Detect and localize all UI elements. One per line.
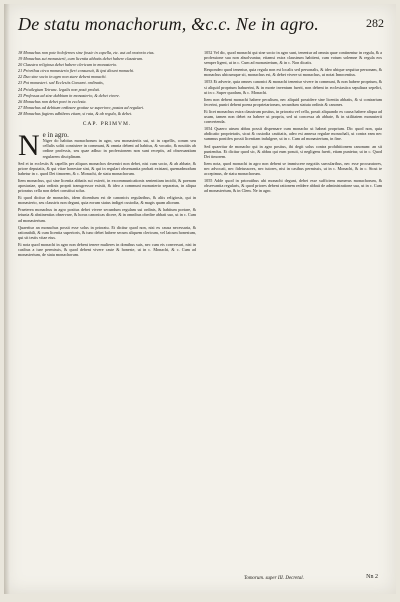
page-number: 282: [366, 16, 384, 30]
running-title: De statu monachorum, &c.c. Ne in agro.: [18, 14, 319, 34]
chapter-heading: CAP. PRIMVM.: [82, 121, 132, 128]
right-body-text: [204, 50, 382, 193]
summary-notes: [18, 50, 196, 116]
summary-note: 19 Monachus sui monasterii, cum licentia abbatis debet habere claustrum.: [18, 56, 144, 62]
paragraph: Praeterea monachus in agro positus debet vivere secundum regulam sui ordinis, & habitum portare, & ieiunia & abstinentias observare, & horas canonicas dicere, & in omnibus obedire abbati suo, ut in c. Cum ad monasterium.: [18, 207, 196, 223]
left-body-text: [18, 129, 196, 258]
page-footer: [204, 574, 384, 586]
summary-note: 24 Priuilegium Tetrunc. legalis non posit prolati.: [18, 86, 101, 92]
summary-note: 27 Monachus ad debitum ordinare gratiae se superiore, pastas ad regulari.: [18, 104, 145, 110]
drop-cap: N: [18, 129, 40, 163]
signature-mark: Nn 2: [366, 574, 378, 580]
summary-note: 23 Pot monasteri. sed Ecclesiis Conuent. ordinatis,: [18, 80, 104, 86]
paragraph: Item monachus, qui sine licentia abbatis sui exierit, in excommunicationis sententiam incidit, & poenam apostasiae, quia ordinis proprii transgressor existit, & ideo a communi monasterio separatus, in aliqua prioratus cella non debet constitui solus.: [18, 177, 196, 194]
paragraph: Et licet monachus extra claustrum positus, in prioratu vel cella, possit aliquando ex causa habere aliqua ad usum, tamen non debet ea habere ut propria, sed ut concessa ab abbate, & in utilitatem monasterii convertenda.: [204, 108, 382, 125]
lead-words: e in agro.: [42, 131, 69, 140]
volume-line: Tomorum. super III. Decretal.: [244, 576, 304, 581]
summary-note: 25 Professus ad sine dubbium in monasterio, & debet vivere.: [18, 92, 120, 98]
paragraph: Niger do habitus monachorum in agro, seu monasteriis sui, ut in capellis, corum seu cellulis soliti consistere in communi, & omnia debent ad habitus, & vocatio, & nouitiis ab ordine professis, seu quae adhuc in professionem non sunt receptis, ad obseruantiam regularem disciplinam.: [42, 138, 196, 159]
paragraph: Et nota quod monachi in agro non debent tenere mulieres in domibus suis, nec cum eis conversari, nisi in casibus a iure permissis, & quod debent vivere caste & honeste, ut in c. Monachi, & c. Cum ad monasterium, de statu monachorum.: [18, 241, 196, 258]
document-page: [4, 4, 396, 594]
summary-note: 22 Duo sine socio in agro non stare debent monachi.: [18, 74, 107, 80]
paragraph: Sed quaeritur de monacho qui in agro positus, ibi degit solus contra prohibitionem canonum: an sit puniendus. Et dicitur quod sic, & abbas qui eum posuit, si negligens fuerit, etiam punietur, ut in c. Quod Dei timorem.: [204, 143, 382, 159]
summary-note: 26 Monachus non debet poni in ecclesia.: [18, 98, 87, 104]
right-column: [204, 50, 382, 568]
paragraph: Et quod dicitur de monachis, idem dicendum est de canonicis regularibus, & aliis religiosis, qui in monasterio, seu claustris non degunt, quia eorum status indiget custodia, & magis quam aliorum.: [18, 195, 196, 206]
paragraph: 1054 Quaero utrum abbas possit dispensare cum monacho ut habeat proprium. Dic quod non, quia abdicatio proprietatis, sicut & custodia castitatis, adeo est annexa regulae monachali, ut contra eam nec summus pontifex possit licentiam indulgere, ut in c. Cum ad monasterium, in fine.: [204, 126, 382, 142]
paragraph: Respondeo quod tenentur, quia regula non est localis sed personalis, & ideo ubique sequitur personam, & monachus ubicumque sit, monachus est, & debet vivere ut monachus, ut notat Innocentius.: [204, 67, 382, 78]
paragraph: 1052 Vel dic, quod monachi qui sine socio in agro sunt, tenentur ad omnia quae continentur in regula, & a professione sua non absolvuntur, etiamsi extra claustrum habitent, cum votum solemne & regula eos semper ligent, ut in c. Cum ad monasterium, & in c. Non dicatis.: [204, 50, 382, 66]
paragraph: Sed et in ecclesiis & capellis per aliquos monachos deseruiri non debet, nisi cum socio, & ab abbate, & priore deputatis, & qui vitae honestae sint, & qui in regulari obseruantia probati existant, quemadmodum habetur in c. quod Dei timorem, & c. Monachi, de statu monachorum.: [18, 160, 196, 176]
paragraph: 1053 Et adverte, quia omnes canonici & monachi tenentur vivere in communi, & non habere proprium, & si aliquid proprium habuerint, & in morte inventum fuerit, non debent in ecclesiastica sepultura sepeliri, ut in c. Super quodam, & c. Monachi.: [204, 79, 382, 95]
summary-note: 18 Monachus non pote holofernes sine fossie in capella, etc. aut ad oratoria eius.: [18, 50, 155, 55]
binding-shadow: [4, 4, 10, 594]
summary-note: 21 Prioribus circa monasteria fieri consueuit, & ipsi dicunt monachi.: [18, 68, 135, 74]
paragraph: Item nota, quod monachi in agro non debent se immiscere negotiis saecularibus, nec esse procuratores, nec advocati, nec fideiussores, nec tutores, nisi in casibus permissis, ut in c. Monachi, & in c. Sicut te accepimus, de statu monachorum.: [204, 160, 382, 176]
summary-note: 28 Monachus fugiens adhibens etiam, si rata, & ab regula, & debet.: [18, 110, 133, 116]
running-header: [18, 14, 388, 48]
paragraph: Quaeritur an monachus possit esse solus in prioratu. Et dicitur quod non, nisi ex causa necessaria, & rationabili, & cum licentia superioris, & tunc debet habere secum aliquem clericum, vel laicum honestum, qui sit testis vitae eius.: [18, 224, 196, 240]
left-column: [18, 50, 196, 568]
paragraph: 1055 Adde quod in prioratibus ubi monachi degunt, debet esse sufficiens numerus monachorum, & observantia regularis, & quod priores debent rationem reddere abbati de administratione sua, ut in c. Cum ad monasterium, & in Clem. Ne in agro.: [204, 178, 382, 194]
paragraph: Item non debent monachi habere peculium, nec aliquid possidere sine licentia abbatis, & si contrarium fecerint, puniri debent poena proprietariorum, secundum statuta ordinis & canones.: [204, 96, 382, 107]
summary-note: 20 Claustra religiosa debet habere clericum in monasterio.: [18, 62, 118, 68]
